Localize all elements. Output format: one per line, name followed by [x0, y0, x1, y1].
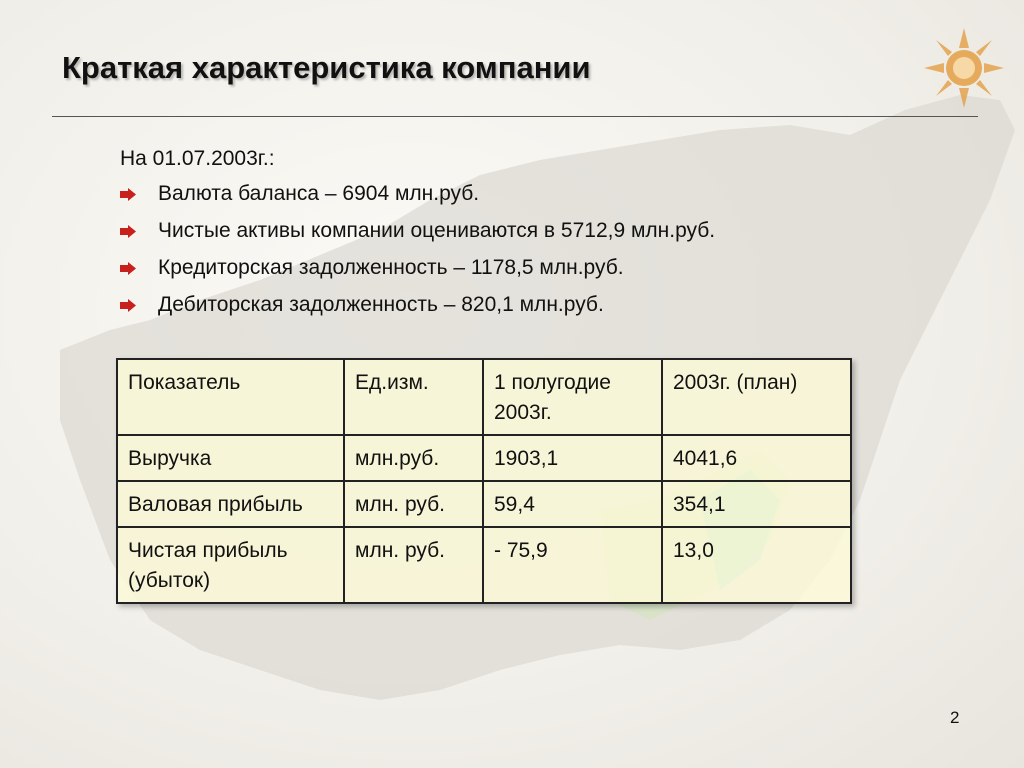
table-cell: Валовая прибыль [117, 481, 344, 527]
bullet-text: Дебиторская задолженность – 820,1 млн.руб. [158, 293, 604, 316]
bullet-text: Чистые активы компании оцениваются в 5712,9 млн.руб. [158, 219, 716, 242]
title-divider [52, 116, 978, 117]
table-row [117, 527, 851, 603]
bullet-item [120, 182, 715, 219]
table-header-cell: Показатель [117, 359, 344, 435]
bullet-text: Валюта баланса – 6904 млн.руб. [158, 182, 480, 205]
table-header-row [117, 359, 851, 435]
table-row [117, 481, 851, 527]
table-header-cell: Ед.изм. [344, 359, 483, 435]
red-arrow-bullet-icon [120, 262, 136, 275]
red-arrow-bullet-icon [120, 299, 136, 312]
table-cell: - 75,9 [483, 527, 662, 603]
table-row [117, 435, 851, 481]
bullet-text: Кредиторская задолженность – 1178,5 млн.руб. [158, 256, 624, 279]
page-number: 2 [950, 708, 960, 727]
table-cell: млн. руб. [344, 527, 483, 603]
table-cell: млн. руб. [344, 481, 483, 527]
table-cell: 59,4 [483, 481, 662, 527]
table-cell: 1903,1 [483, 435, 662, 481]
bullet-item [120, 256, 715, 293]
table-header-cell: 1 полугодие 2003г. [483, 359, 662, 435]
table-cell: 354,1 [662, 481, 851, 527]
table-header-cell: 2003г. (план) [662, 359, 851, 435]
report-date-line: На 01.07.2003г.: [120, 147, 275, 170]
slide-title: Краткая характеристика компании [62, 50, 591, 85]
bullet-item [120, 219, 715, 256]
table-cell: 13,0 [662, 527, 851, 603]
table-cell: Выручка [117, 435, 344, 481]
table-cell: млн.руб. [344, 435, 483, 481]
table-cell: Чистая прибыль (убыток) [117, 527, 344, 603]
red-arrow-bullet-icon [120, 225, 136, 238]
table-cell: 4041,6 [662, 435, 851, 481]
bullet-list [120, 182, 715, 330]
red-arrow-bullet-icon [120, 188, 136, 201]
financial-indicators-table [116, 358, 852, 604]
bullet-item [120, 293, 715, 330]
sun-emblem-logo-icon [922, 26, 1006, 110]
